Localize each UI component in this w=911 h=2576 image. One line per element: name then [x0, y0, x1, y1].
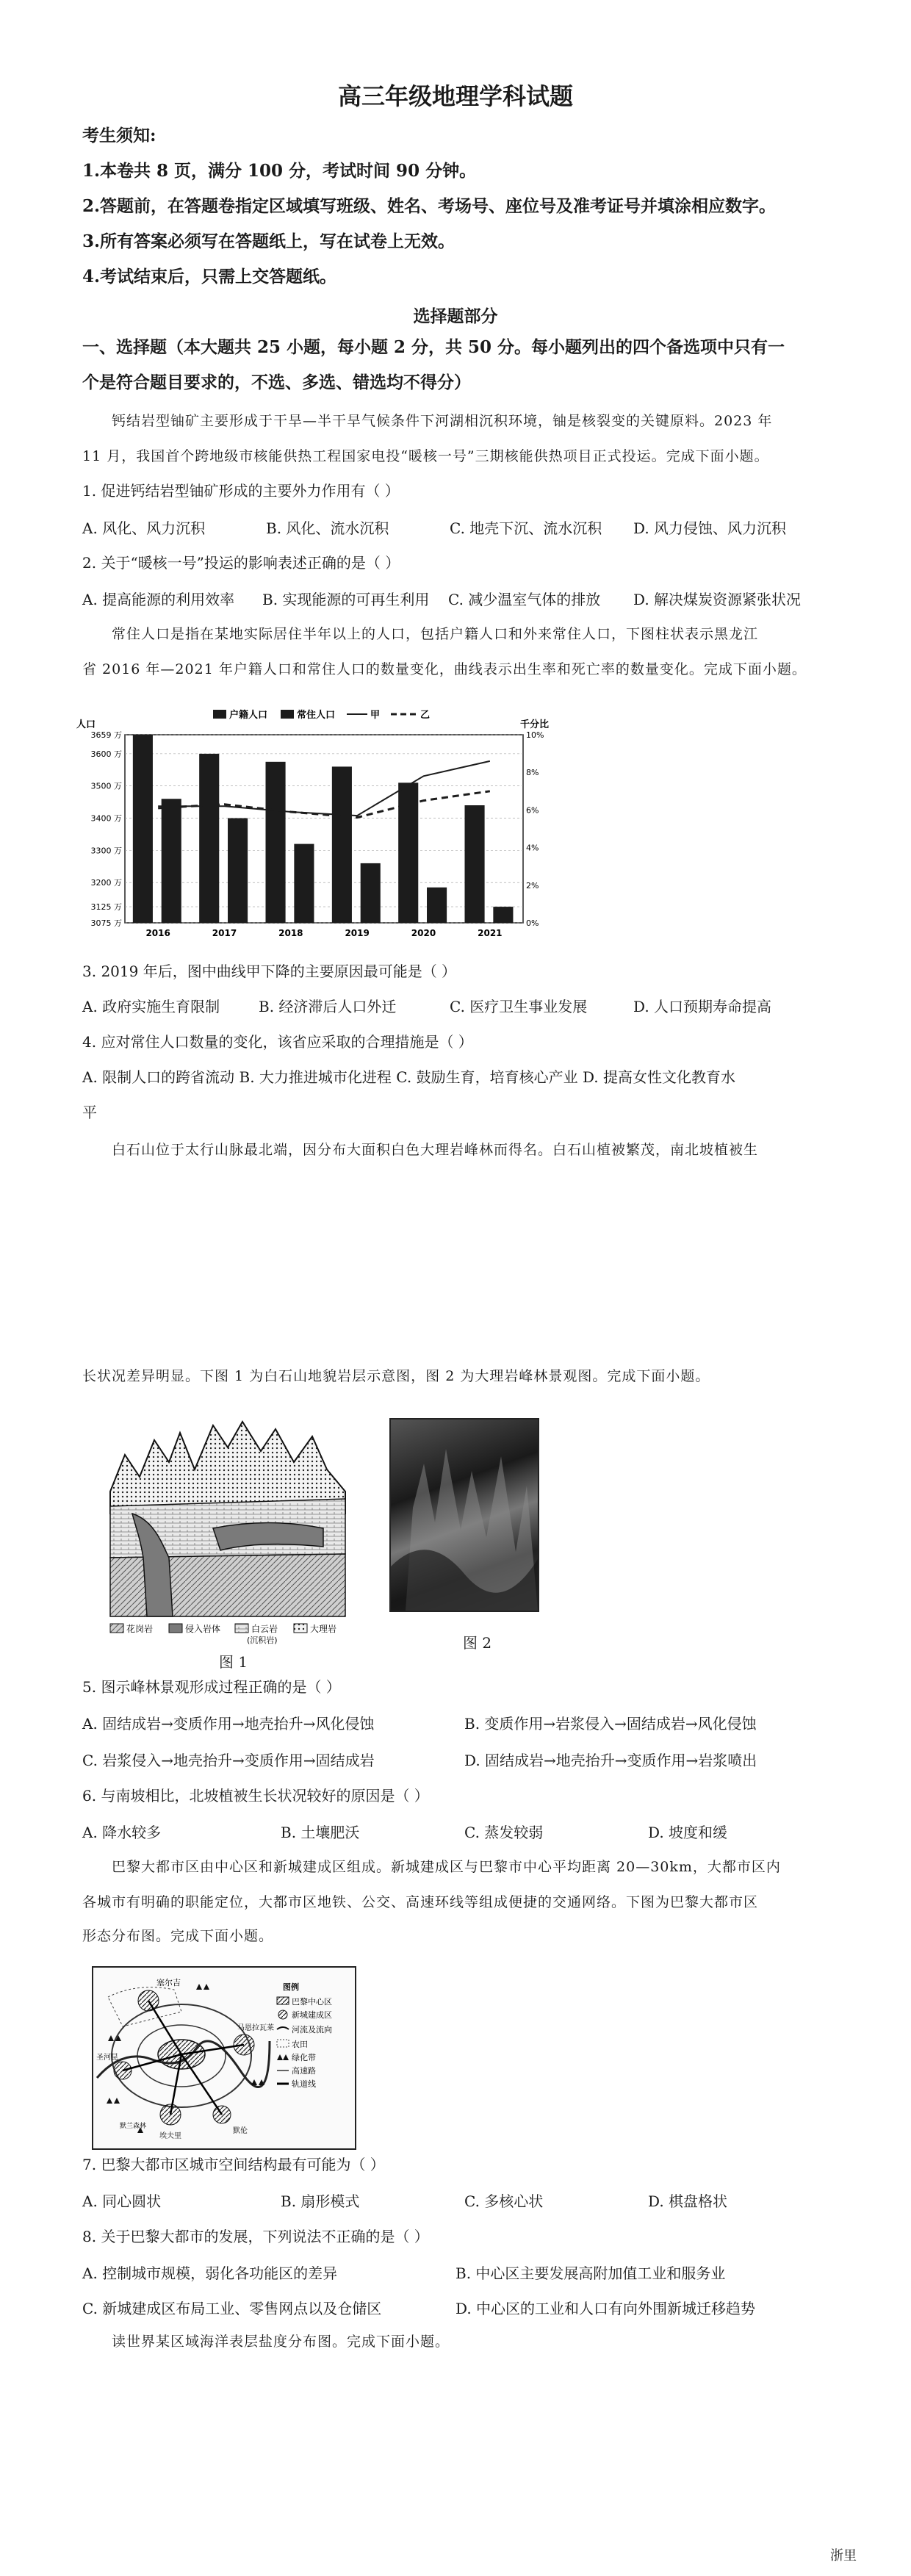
- bar-registered-2019: [332, 766, 352, 923]
- option-d: D. 风力侵蚀、风力沉积: [633, 519, 787, 537]
- legend-label: 白云岩: [251, 1624, 278, 1634]
- y-tick-label: 3400 万: [90, 813, 122, 824]
- place-label: 默伦: [233, 2127, 248, 2135]
- passage-line: 巴黎大都市区由中心区和新城建成区组成。新城建成区与巴黎市中心平均距离 20—30km，大都市区内: [112, 1859, 781, 1875]
- footer-mark: 浙里: [830, 2548, 857, 2564]
- legend-label: 花岗岩: [126, 1624, 154, 1634]
- population-chart: [73, 705, 573, 951]
- option-d: D. 中心区的工业和人口有向外围新城迁移趋势: [455, 2300, 756, 2317]
- passage-line: 钙结岩型铀矿主要形成于干旱—半干旱气候条件下河湖相沉积环境，铀是核裂变的关键原料。2023 年: [112, 413, 773, 429]
- q4-options-tail: 平: [82, 1104, 97, 1121]
- legend-label: 户籍人口: [229, 710, 268, 721]
- part-instruction: 个是符合题目要求的，不选、多选、错选均不得分）: [82, 373, 471, 392]
- legend-label: 农田: [292, 2040, 308, 2049]
- legend-label: 河流及流向: [292, 2025, 332, 2034]
- option-c: C. 岩浆侵入→地壳抬升→变质作用→固结成岩: [82, 1752, 375, 1769]
- option-b: B. 实现能源的可再生利用: [262, 591, 430, 608]
- option-c: C. 蒸发较弱: [464, 1824, 544, 1841]
- notice-heading: 考生须知:: [82, 126, 156, 145]
- question-stem: 6. 与南坡相比，北坡植被生长状况较好的原因是（ ）: [82, 1787, 429, 1805]
- notice-item: 3.所有答案必须写在答题纸上，写在试卷上无效。: [82, 231, 455, 251]
- y-tick-label: 3200 万: [90, 878, 122, 888]
- bar-resident-2016: [162, 799, 181, 923]
- option-c: C. 新城建成区布局工业、零售网点以及仓储区: [82, 2300, 382, 2317]
- chart-legend: [213, 709, 430, 721]
- bar-resident-2019: [361, 863, 381, 923]
- bar-resident-2020: [427, 888, 447, 923]
- x-tick-label: 2020: [411, 928, 436, 938]
- option-c: C. 多核心状: [464, 2192, 544, 2210]
- passage-line: 白石山位于太行山脉最北端，因分布大面积白色大理岩峰林而得名。白石山植被繁茂，南北坡植被生: [112, 1142, 759, 1158]
- legend-label: 乙: [420, 710, 431, 721]
- question-stem: 7. 巴黎大都市区城市空间结构最有可能为（ ）: [82, 2156, 385, 2173]
- legend-swatch: [169, 1624, 182, 1633]
- bar-registered-2018: [266, 762, 286, 923]
- option-b: B. 风化、流水沉积: [266, 519, 389, 537]
- place-label: 默兰森林: [120, 2123, 147, 2130]
- figure-caption: 图 1: [219, 1653, 248, 1671]
- paris-metro-map: [92, 1966, 356, 2150]
- question-stem: 3. 2019 年后，图中曲线甲下降的主要原因最可能是（ ）: [82, 963, 457, 980]
- right-tick-label: 4%: [526, 843, 539, 853]
- place-label: 埃夫里: [159, 2132, 181, 2140]
- figure-caption: 图 2: [463, 1634, 492, 1652]
- photo-texture: [391, 1420, 538, 1611]
- q4-options: A. 限制人口的跨省流动 B. 大力推进城市化进程 C. 鼓励生育，培育核心产业 D. 提高女性文化教育水: [82, 1068, 735, 1086]
- passage-line: 11 月，我国首个跨地级市核能供热工程国家电投“暖核一号”三期核能供热项目正式投运。完成下面小题。: [82, 448, 769, 464]
- plot-frame: [125, 735, 523, 923]
- y-tick-label: 3300 万: [90, 846, 122, 856]
- page-title: 高三年级地理学科试题: [337, 82, 573, 110]
- option-c: C. 减少温室气体的排放: [448, 591, 601, 608]
- bar-resident-2021: [493, 907, 513, 923]
- y-tick-label: 3600 万: [90, 749, 122, 759]
- left-axis-title: 人口: [76, 719, 96, 730]
- rock-strata-diagram: [103, 1411, 353, 1646]
- option-b: B. 土壤肥沃: [281, 1824, 360, 1841]
- legend-swatch: [294, 1624, 307, 1633]
- legend-label: 甲: [370, 710, 381, 721]
- right-tick-label: 0%: [526, 918, 539, 928]
- option-a: A. 提高能源的利用效率: [82, 591, 235, 608]
- legend-label: 轨道线: [292, 2079, 316, 2089]
- legend-label: 巴黎中心区: [292, 1997, 332, 2007]
- option-d: D. 人口预期寿命提高: [633, 998, 772, 1015]
- place-label: 圣河昆: [96, 2054, 118, 2062]
- section-title: 选择题部分: [413, 306, 498, 326]
- option-a: A. 固结成岩→变质作用→地壳抬升→风化侵蚀: [82, 1715, 375, 1733]
- right-tick-label: 6%: [526, 805, 539, 816]
- passage-line: 形态分布图。完成下面小题。: [82, 1928, 274, 1944]
- part-instruction: 一、选择题（本大题共 25 小题，每小题 2 分，共 50 分。每小题列出的四个备选项中只有一: [82, 337, 785, 357]
- notice-item: 2.答题前，在答题卷指定区域填写班级、姓名、考场号、座位号及准考证号并填涂相应数字。: [82, 196, 777, 216]
- legend-swatch: [281, 710, 294, 719]
- option-c: C. 医疗卫生事业发展: [450, 998, 588, 1015]
- notice-item: 1.本卷共 8 页，满分 100 分，考试时间 90 分钟。: [82, 161, 477, 181]
- option-d: D. 棋盘格状: [648, 2192, 728, 2210]
- bar-registered-2017: [199, 754, 219, 923]
- legend-label: 新城建成区: [292, 2010, 332, 2020]
- y-tick-label: 3075 万: [90, 918, 122, 928]
- question-stem: 5. 图示峰林景观形成过程正确的是（ ）: [82, 1678, 341, 1696]
- option-a: A. 风化、风力沉积: [82, 519, 206, 537]
- option-a: A. 政府实施生育限制: [82, 998, 220, 1015]
- y-tick-label: 3125 万: [90, 902, 122, 913]
- right-tick-label: 2%: [526, 880, 539, 891]
- option-a: A. 控制城市规模，弱化各功能区的差异: [82, 2264, 338, 2282]
- x-tick-label: 2017: [212, 928, 237, 938]
- bar-registered-2021: [465, 805, 485, 923]
- question-stem: 1. 促进钙结岩型铀矿形成的主要外力作用有（ ）: [82, 482, 400, 500]
- legend-label: 常住人口: [297, 710, 336, 721]
- right-tick-label: 10%: [526, 730, 544, 740]
- place-label: 塞尔吉: [156, 1978, 181, 1987]
- marble-peak-photo: [389, 1418, 539, 1612]
- legend-label: 绿化带: [292, 2053, 316, 2062]
- question-stem: 8. 关于巴黎大都市的发展，下列说法不正确的是（ ）: [82, 2228, 429, 2245]
- bar-resident-2018: [294, 844, 314, 923]
- option-b: B. 扇形模式: [281, 2192, 360, 2210]
- option-d: D. 固结成岩→地壳抬升→变质作用→岩浆喷出: [464, 1752, 757, 1769]
- passage-line: 省 2016 年—2021 年户籍人口和常住人口的数量变化，曲线表示出生率和死亡率的数量变化。完成下面小题。: [82, 661, 807, 677]
- option-b: B. 经济滞后人口外迁: [259, 998, 397, 1015]
- passage-line: 各城市有明确的职能定位，大都市区地铁、公交、高速环线等组成便捷的交通网络。下图为巴黎大都市区: [82, 1894, 759, 1910]
- question-stem: 2. 关于“暖核一号”投运的影响表述正确的是（ ）: [82, 554, 400, 572]
- legend-swatch: [235, 1624, 248, 1633]
- passage-line: 长状况差异明显。下图 1 为白石山地貌岩层示意图，图 2 为大理岩峰林景观图。完成下面小题。: [82, 1368, 710, 1384]
- legend-swatch: [110, 1624, 123, 1633]
- bar-registered-2016: [133, 735, 153, 923]
- question-stem: 4. 应对常住人口数量的变化，该省应采取的合理措施是（ ）: [82, 1033, 473, 1051]
- passage-line: 读世界某区域海洋表层盐度分布图。完成下面小题。: [112, 2334, 450, 2350]
- notice-item: 4.考试结束后，只需上交答题纸。: [82, 267, 337, 287]
- option-d: D. 解决煤炭资源紧张状况: [633, 591, 802, 608]
- right-axis-title: 千分比: [520, 719, 550, 730]
- legend-sublabel: (沉积岩): [247, 1636, 278, 1645]
- legend-label: 侵入岩体: [185, 1624, 221, 1634]
- y-tick-label: 3659 万: [90, 730, 122, 740]
- bar-resident-2017: [228, 819, 248, 923]
- x-tick-label: 2021: [478, 928, 503, 938]
- option-d: D. 坡度和缓: [648, 1824, 728, 1841]
- place-label: 马恩拉瓦莱: [237, 2024, 274, 2032]
- option-c: C. 地壳下沉、流水沉积: [450, 519, 602, 537]
- x-tick-label: 2019: [345, 928, 370, 938]
- right-tick-label: 8%: [526, 768, 539, 778]
- legend-label: 高速路: [292, 2066, 316, 2076]
- passage-line: 常住人口是指在某地实际居住半年以上的人口，包括户籍人口和外来常住人口，下图柱状表示黑龙江: [112, 626, 759, 642]
- option-b: B. 中心区主要发展高附加值工业和服务业: [455, 2264, 726, 2282]
- x-tick-label: 2016: [145, 928, 170, 938]
- option-b: B. 变质作用→岩浆侵入→固结成岩→风化侵蚀: [464, 1715, 757, 1733]
- legend-label: 大理岩: [310, 1624, 337, 1634]
- legend-title: 图例: [283, 1982, 299, 1992]
- y-tick-label: 3500 万: [90, 781, 122, 791]
- legend-swatch: [213, 710, 226, 719]
- option-a: A. 同心圆状: [82, 2192, 162, 2210]
- x-tick-label: 2018: [278, 928, 303, 938]
- option-a: A. 降水较多: [82, 1824, 162, 1841]
